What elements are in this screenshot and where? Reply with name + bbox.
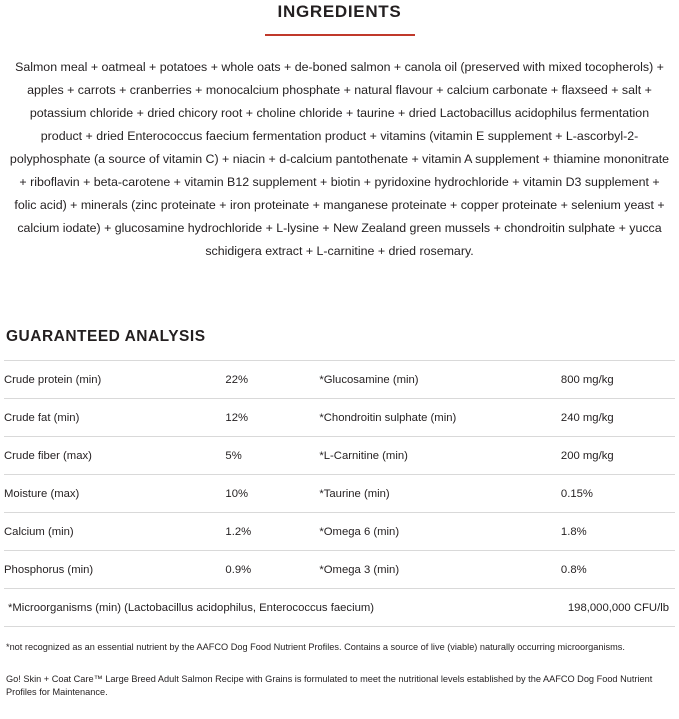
nutrient-value: 22% <box>225 361 319 399</box>
guaranteed-analysis-section <box>0 328 679 627</box>
table-row <box>4 551 675 589</box>
nutrient-label: *Omega 3 (min) <box>319 551 561 589</box>
ingredients-text: Salmon meal + oatmeal + potatoes + whole oats + de-boned salmon + canola oil (preserved with mixed tocopherols) + apples + carrots + cranberries + monocalcium phosphate + natural flavour + calcium carbonate + flaxseed + salt + potassium chloride + dried chicory root + choline chloride + taurine + dried Lactobacillus acidophilus fermentation product + dried Enterococcus faecium fermentation product + vitamins (vitamin E supplement + L-ascorbyl-2-polyphosphate (a source of vitamin C) + niacin + d-calcium pantothenate + vitamin A supplement + thiamine mononitrate + riboflavin + beta-carotene + vitamin B12 supplement + biotin + pyridoxine hydrochloride + vitamin D3 supplement + folic acid) + minerals (zinc proteinate + iron proteinate + manganese proteinate + copper proteinate + selenium yeast + calcium iodate) + glucosamine hydrochloride + L-lysine + New Zealand green mussels + chondroitin sulphate + yucca schidigera extract + L-carnitine + dried rosemary. <box>9 60 670 258</box>
table-row <box>4 437 675 475</box>
nutrient-value: 10% <box>225 475 319 513</box>
nutrient-label: *Chondroitin sulphate (min) <box>319 399 561 437</box>
nutrient-value: 12% <box>225 399 319 437</box>
nutrient-value: 240 mg/kg <box>561 399 675 437</box>
nutrient-value: 0.9% <box>225 551 319 589</box>
nutrient-value: 800 mg/kg <box>561 361 675 399</box>
footnote-formulation-statement: Go! Skin + Coat Care™ Large Breed Adult Salmon Recipe with Grains is formulated to meet the nutritional levels established by the AAFCO Dog Food Nutrient Profiles for Maintenance. <box>6 673 653 698</box>
nutrient-label: Crude fat (min) <box>4 399 225 437</box>
nutrient-value: 200 mg/kg <box>561 437 675 475</box>
nutrient-label: *Glucosamine (min) <box>319 361 561 399</box>
table-row <box>4 513 675 551</box>
nutrient-value: 1.8% <box>561 513 675 551</box>
guaranteed-analysis-heading: GUARANTEED ANALYSIS <box>6 328 206 346</box>
microorganisms-value: 198,000,000 CFU/lb <box>561 589 675 627</box>
table-row <box>4 399 675 437</box>
nutrient-label: Crude fiber (max) <box>4 437 225 475</box>
footnote-aafco-nutrient: *not recognized as an essential nutrient by the AAFCO Dog Food Nutrient Profiles. Contains a source of live (viable) naturally occurring microorganisms. <box>6 642 625 653</box>
nutrient-label: Phosphorus (min) <box>4 551 225 589</box>
ingredients-heading: INGREDIENTS <box>277 2 402 21</box>
nutrient-label: *L-Carnitine (min) <box>319 437 561 475</box>
nutrient-label: Crude protein (min) <box>4 361 225 399</box>
table-row <box>4 361 675 399</box>
nutrient-label: *Taurine (min) <box>319 475 561 513</box>
nutrient-value: 0.8% <box>561 551 675 589</box>
nutrient-label: *Omega 6 (min) <box>319 513 561 551</box>
ingredients-section <box>0 0 679 262</box>
microorganisms-label: *Microorganisms (min) (Lactobacillus acidophilus, Enterococcus faecium) <box>4 589 561 627</box>
nutrient-value: 1.2% <box>225 513 319 551</box>
table-row-microorganisms <box>4 589 675 627</box>
table-row <box>4 475 675 513</box>
guaranteed-analysis-table <box>4 360 675 627</box>
nutrient-label: Calcium (min) <box>4 513 225 551</box>
nutrient-value: 0.15% <box>561 475 675 513</box>
heading-divider <box>265 34 415 36</box>
nutrient-value: 5% <box>225 437 319 475</box>
nutrient-label: Moisture (max) <box>4 475 225 513</box>
